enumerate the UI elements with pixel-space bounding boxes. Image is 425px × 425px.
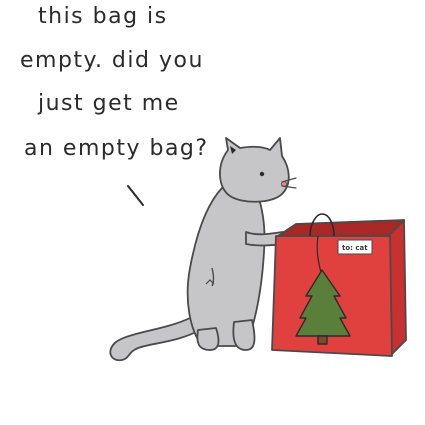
bag-back [278,220,404,236]
bag-tag-text: to: cat [342,244,368,252]
caption-line-4: an empty bag? [24,136,209,161]
cat-head [220,138,289,202]
cat-tail [110,318,200,360]
caption-line-2: empty. did you [20,48,204,73]
cat-hind-leg-left [197,328,218,350]
cat-eye [260,172,264,176]
speech-tick [128,186,143,205]
cat-hind-leg-right [233,320,254,350]
caption-line-3: just get me [38,91,180,116]
cat-illustration [110,138,288,360]
caption-line-1: this bag is [38,4,168,29]
